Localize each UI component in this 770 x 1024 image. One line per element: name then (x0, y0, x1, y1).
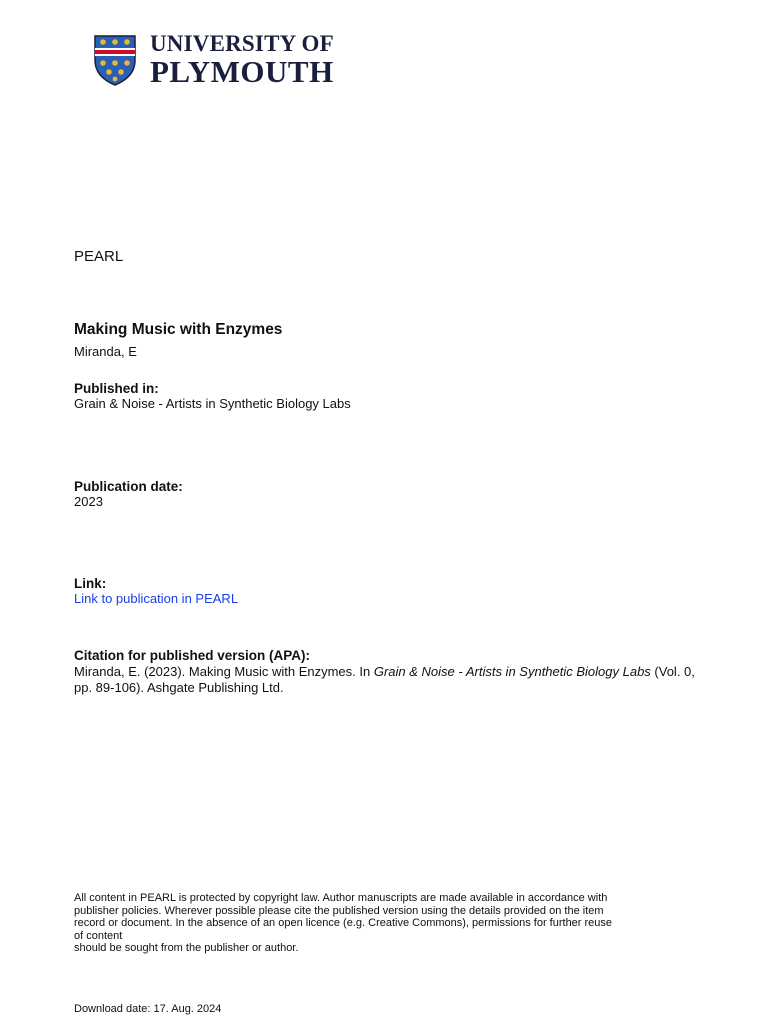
link-label: Link: (74, 576, 107, 591)
publication-title: Making Music with Enzymes (74, 321, 283, 338)
repository-name: PEARL (74, 248, 124, 265)
publication-date-value: 2023 (74, 494, 103, 509)
published-in-value: Grain & Noise - Artists in Synthetic Biology Labs (74, 396, 351, 411)
download-date: Download date: 17. Aug. 2024 (74, 1003, 222, 1015)
pearl-publication-link[interactable]: Link to publication in PEARL (74, 591, 239, 606)
citation-suffix: (Vol. 0, pp. 89-106). Ashgate Publishing Ltd. (74, 664, 695, 695)
university-shield-icon (93, 34, 137, 86)
citation-text (74, 664, 714, 696)
author-name: Miranda, E (74, 344, 137, 359)
notice-line: of content (74, 929, 123, 942)
citation-book-title: Grain & Noise - Artists in Synthetic Biology Labs (373, 664, 651, 679)
wordmark-line1: UNIVERSITY OF (150, 31, 334, 56)
university-wordmark (150, 32, 334, 87)
published-in-label: Published in: (74, 381, 159, 396)
citation-label: Citation for published version (APA): (74, 648, 310, 663)
notice-line: publisher policies. Wherever possible please cite the published version using the details provided on the item (74, 904, 604, 917)
notice-line: should be sought from the publisher or author. (74, 942, 299, 954)
notice-line: All content in PEARL is protected by copyright law. Author manuscripts are made available in accordance with (74, 892, 608, 904)
citation-block (74, 648, 714, 696)
publication-date-label: Publication date: (74, 479, 183, 494)
notice-line: record or document. In the absence of an open licence (e.g. Creative Commons), permissions for further reuse (74, 917, 613, 929)
wordmark-line2: PLYMOUTH (150, 54, 334, 89)
citation-prefix: Miranda, E. (2023). Making Music with Enzymes. In (74, 664, 374, 679)
copyright-notice (74, 892, 714, 955)
